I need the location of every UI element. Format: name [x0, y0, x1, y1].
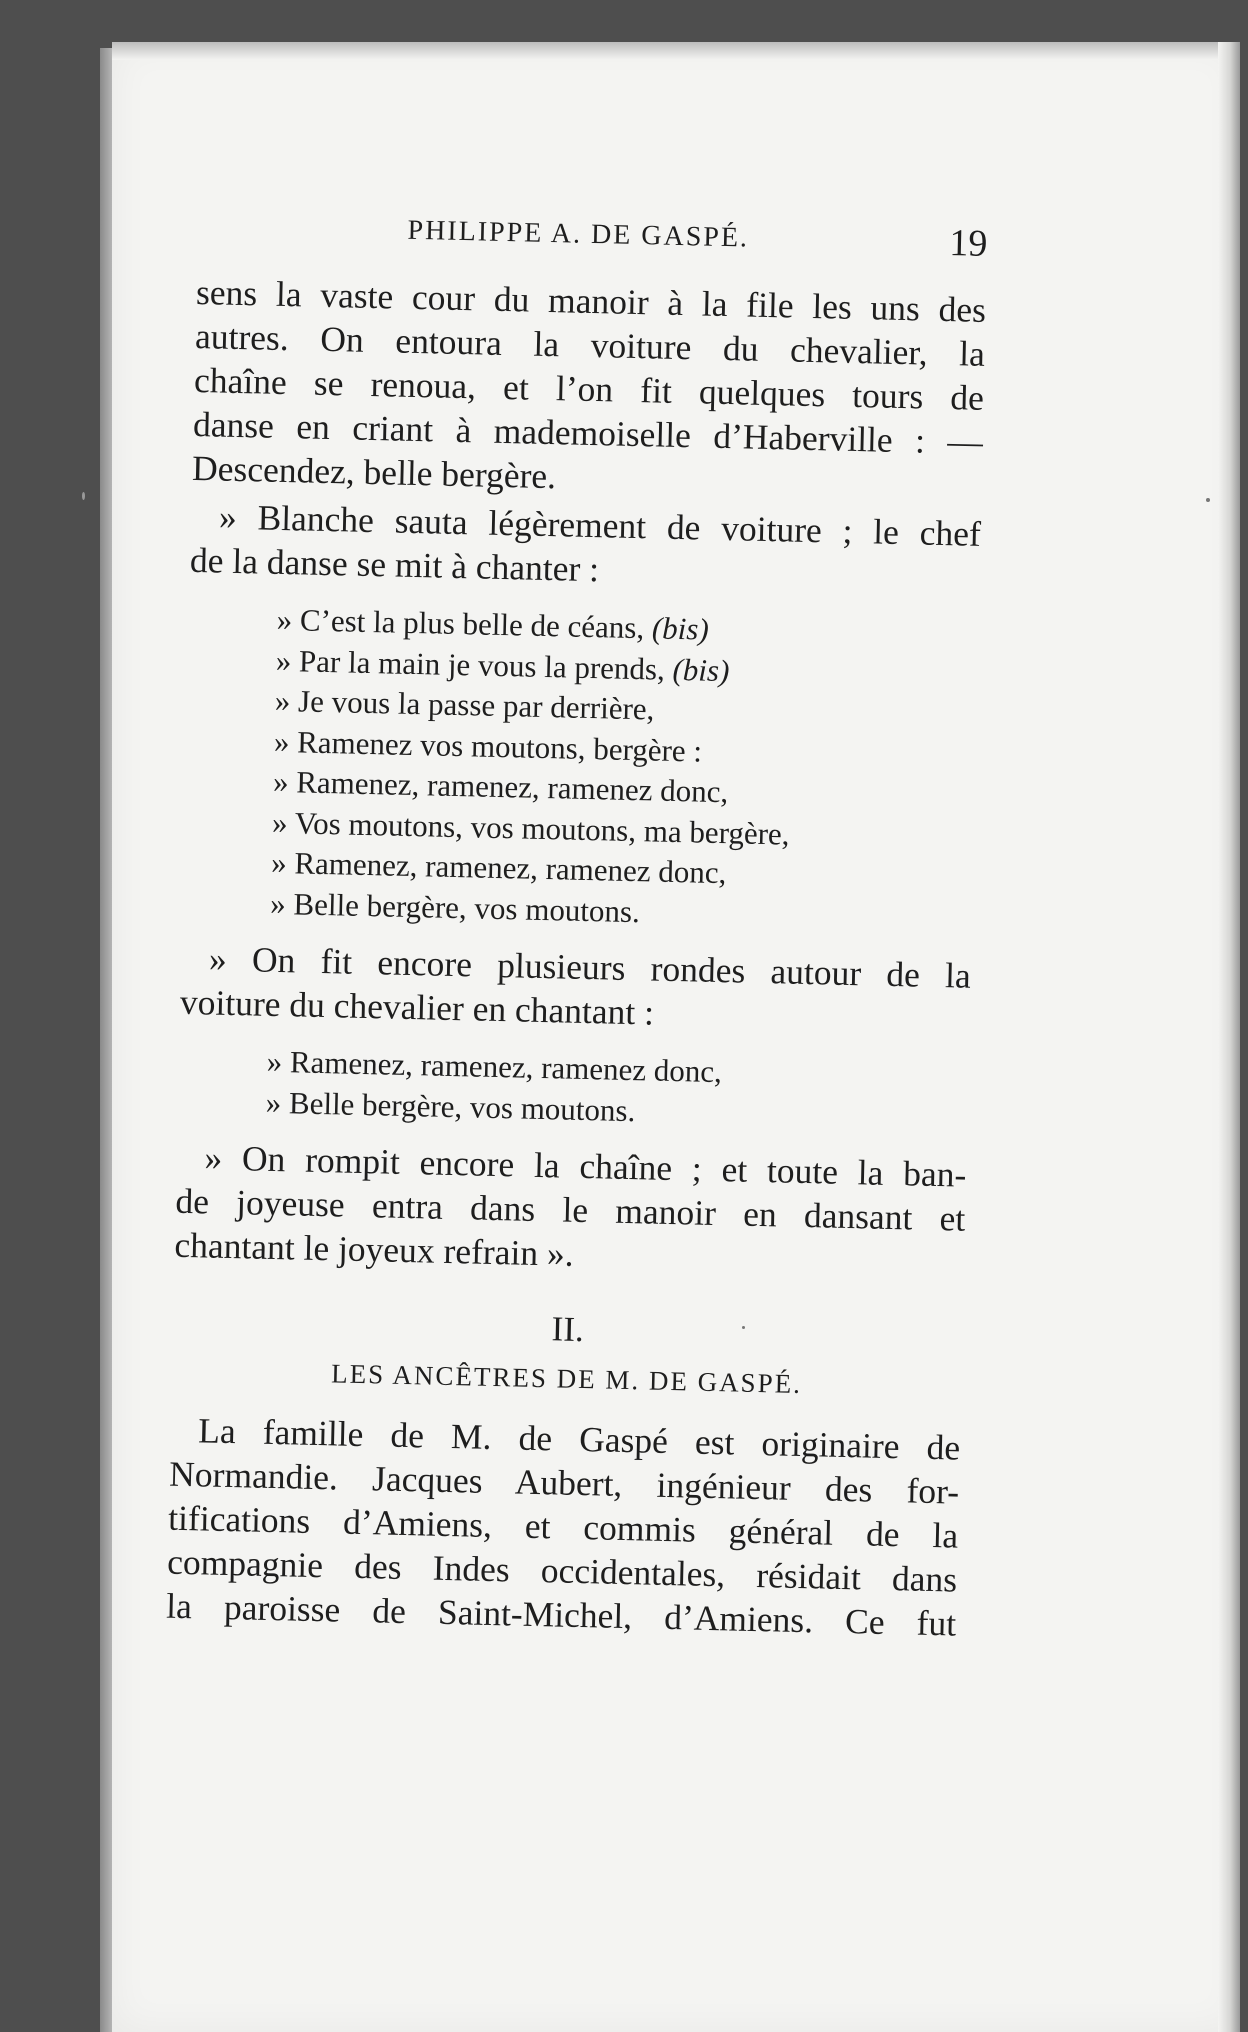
page-text-block — [166, 210, 988, 1646]
text-line: sens la vaste cour du manoir à la file les uns des — [195, 271, 987, 330]
text-line: autres. On entoura la voiture du chevalier, la — [194, 315, 986, 374]
verse-line: » Ramenez vos moutons, bergère : — [273, 723, 703, 769]
paragraph-5 — [166, 1408, 961, 1646]
text-line: tifications d’Amiens, et commis général de la — [167, 1497, 959, 1556]
verse-line: » Par la main je vous la prends, (bis) — [275, 642, 730, 688]
verse-line: » Ramenez, ramenez, ramenez donc, — [270, 844, 727, 891]
paragraph-2 — [190, 494, 982, 600]
text-line: Normandie. Jacques Aubert, ingénieur des for- — [168, 1453, 960, 1512]
paragraph-4 — [174, 1135, 967, 1285]
verse-line: » Belle bergère, vos moutons. — [269, 885, 641, 929]
bis-marker: (bis) — [651, 610, 710, 647]
text-line: » On fit encore plusieurs rondes autour de la — [208, 938, 972, 996]
text-line: » Blanche sauta légèrement de voiture ; le chef — [218, 496, 982, 554]
text-line: voiture du chevalier en chantant : — [179, 981, 655, 1033]
page-number: 19 — [948, 222, 988, 265]
paragraph-3 — [180, 936, 972, 1042]
verse-line: » Belle bergère, vos moutons. — [265, 1084, 636, 1128]
page-right-edge — [1218, 42, 1240, 2032]
text-line: de joyeuse entra dans le manoir en dansant et — [175, 1180, 966, 1239]
text-line: danse en criant à mademoiselle d’Haberville : — — [192, 403, 984, 462]
section-title: LES ANCÊTRES DE M. DE GASPÉ. — [330, 1358, 803, 1399]
running-title: PHILIPPE A. DE GASPÉ. — [407, 214, 750, 254]
paragraph-1 — [192, 270, 987, 508]
verse-line: » Ramenez, ramenez, ramenez donc, — [272, 763, 729, 810]
text-line: » On rompit encore la chaîne ; et toute la ban- — [204, 1137, 967, 1195]
bis-marker: (bis) — [672, 651, 730, 688]
text-line: chaîne se renoua, et l’on fit quelques tours de — [193, 359, 985, 418]
verse-line: » Je vous la passe par derrière, — [274, 682, 655, 727]
song-verse-2 — [265, 1042, 969, 1139]
text-line: la paroisse de Saint-Michel, d’Amiens. Ce fut — [165, 1585, 957, 1644]
verse-line: » Ramenez, ramenez, ramenez donc, — [266, 1043, 723, 1090]
text-line: compagnie des Indes occidentales, résidait dans — [166, 1541, 958, 1600]
paper-speck — [82, 492, 85, 500]
text-line: de la danse se mit à chanter : — [189, 539, 600, 590]
paper-speck — [1206, 498, 1210, 502]
verse-line: » C’est la plus belle de céans, (bis) — [276, 601, 710, 647]
song-verse-1 — [270, 600, 979, 940]
verse-line: » Vos moutons, vos moutons, ma bergère, — [271, 804, 790, 852]
section-number: II. — [551, 1309, 585, 1350]
text-line: chantant le joyeux refrain ». — [174, 1224, 575, 1274]
text-line: La famille de M. de Gaspé est originaire de — [197, 1410, 961, 1468]
page-top-edge — [112, 42, 1240, 60]
text-line: Descendez, belle bergère. — [191, 447, 557, 497]
